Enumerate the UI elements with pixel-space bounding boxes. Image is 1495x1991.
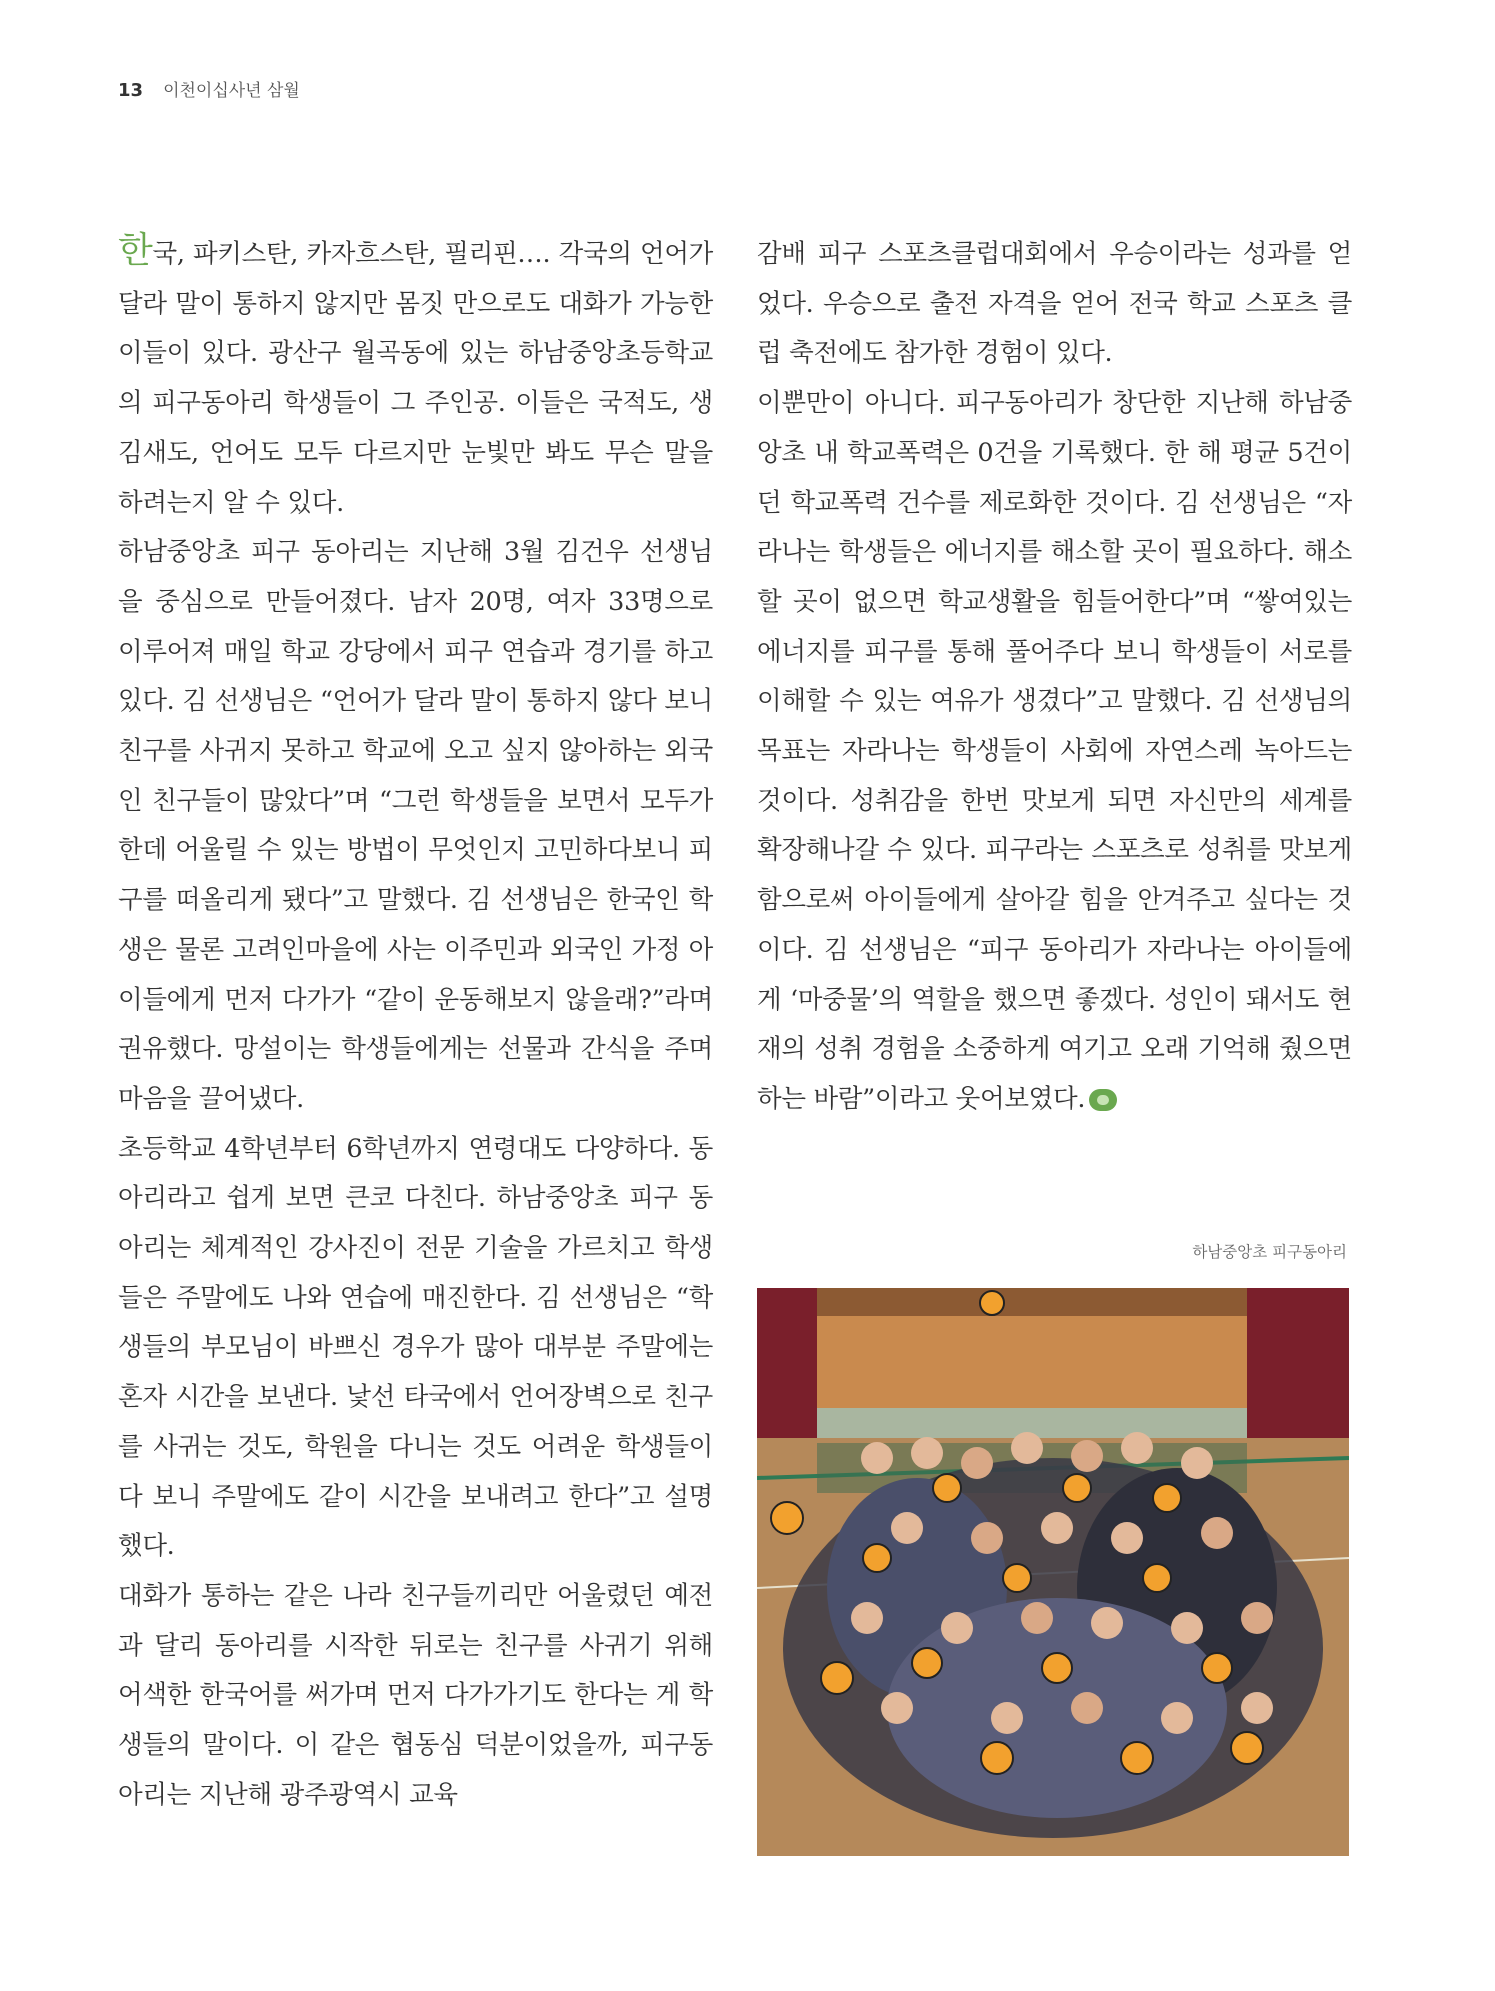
paragraph: 감배 피구 스포츠클럽대회에서 우승이라는 성과를 얻었다. 우승으로 출전 자격을 얻어 전국 학교 스포츠 클럽 축전에도 참가한 경험이 있다. (757, 239, 1352, 369)
paragraph: 하남중앙초 피구 동아리는 지난해 3월 김건우 선생님을 중심으로 만들어졌다. 남자 20명, 여자 33명으로 이루어져 매일 학교 강당에서 피구 연습과 경기를 하고 있다. 김 선생님은 “언어가 달라 말이 통하지 않다 보니 친구를 사귀지 못하고 학교에 오고 싶지 않아하는 외국인 친구들이 많았다”며 “그런 학생들을 보면서 모두가 한데 어울릴 수 있는 방법이 무엇인지 고민하다보니 피구를 떠올리게 됐다”고 말했다. 김 선생님은 한국인 학생은 물론 고려인마을에 사는 이주민과 외국인 가정 아이들에게 먼저 다가가 “같이 운동해보지 않을래?”라며 권유했다. 망설이는 학생들에게는 선물과 간식을 주며 마음을 끌어냈다. (118, 537, 713, 1114)
curtain-left (757, 1288, 817, 1438)
photo-caption: 하남중앙초 피구동아리 (1192, 1243, 1347, 1261)
page-header (118, 76, 300, 101)
paragraph: 대화가 통하는 같은 나라 친구들끼리만 어울렸던 예전과 달리 동아리를 시작한 뒤로는 친구를 사귀기 위해 어색한 한국어를 써가며 먼저 다가가기도 한다는 게 학생들의 말이다. 이 같은 협동심 덕분이었을까, 피구동아리는 지난해 광주광역시 교육 (118, 1580, 713, 1810)
paragraph (118, 230, 713, 528)
paragraph (757, 379, 1352, 1125)
issue-date: 이천이십사년 삼월 (163, 81, 300, 101)
paragraph-text: 국, 파키스탄, 카자흐스탄, 필리핀…. 각국의 언어가 달라 말이 통하지 않지만 몸짓 만으로도 대화가 가능한 이들이 있다. 광산구 월곡동에 있는 하남중앙초등학교의 피구동아리 학생들이 그 주인공. 이들은 국적도, 생김새도, 언어도 모두 다르지만 눈빛만 봐도 무슨 말을 하려는지 알 수 있다. (118, 239, 713, 518)
page-number: 13 (118, 80, 144, 101)
end-mark-icon (1089, 1089, 1117, 1111)
drop-cap: 한 (118, 230, 153, 271)
article-column-left (118, 230, 713, 1821)
group-photo (757, 1288, 1349, 1856)
gym-photo-illustration (757, 1288, 1349, 1856)
article-column-right (757, 230, 1352, 1125)
curtain-right (1247, 1288, 1349, 1438)
paragraph: 초등학교 4학년부터 6학년까지 연령대도 다양하다. 동아리라고 쉽게 보면 큰코 다친다. 하남중앙초 피구 동아리는 체계적인 강사진이 전문 기술을 가르치고 학생들은 주말에도 나와 연습에 매진한다. 김 선생님은 “학생들의 부모님이 바쁘신 경우가 많아 대부분 주말에는 혼자 시간을 보낸다. 낯선 타국에서 언어장벽으로 친구를 사귀는 것도, 학원을 다니는 것도 어려운 학생들이다 보니 주말에도 같이 시간을 보내려고 한다”고 설명했다. (118, 1133, 713, 1562)
paragraph-text: 이뿐만이 아니다. 피구동아리가 창단한 지난해 하남중앙초 내 학교폭력은 0건을 기록했다. 한 해 평균 5건이던 학교폭력 건수를 제로화한 것이다. 김 선생님은 “자라나는 학생들은 에너지를 해소할 곳이 필요하다. 해소할 곳이 없으면 학교생활을 힘들어한다”며 “쌓여있는 에너지를 피구를 통해 풀어주다 보니 학생들이 서로를 이해할 수 있는 여유가 생겼다”고 말했다. 김 선생님의 목표는 자라나는 학생들이 사회에 자연스레 녹아드는 것이다. 성취감을 한번 맛보게 되면 자신만의 세계를 확장해나갈 수 있다. 피구라는 스포츠로 성취를 맛보게 함으로써 아이들에게 살아갈 힘을 안겨주고 싶다는 것이다. 김 선생님은 “피구 동아리가 자라나는 아이들에게 ‘마중물’의 역할을 했으면 좋겠다. 성인이 돼서도 현재의 성취 경험을 소중하게 여기고 오래 기억해 줬으면 하는 바람”이라고 웃어보였다. (757, 388, 1352, 1114)
